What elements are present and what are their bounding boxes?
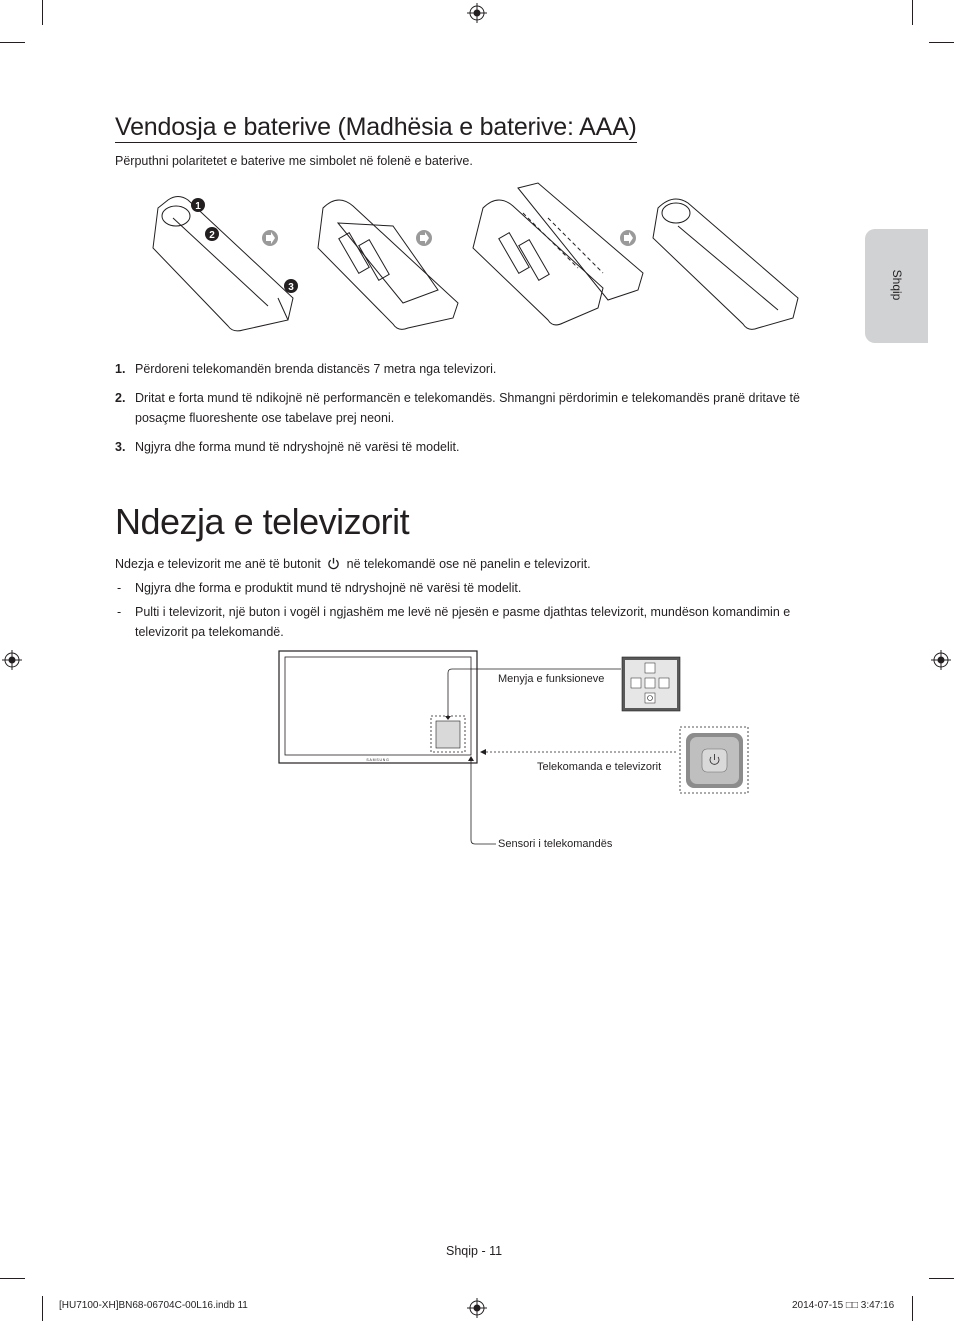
tv-controller-label: Telekomanda e televizorit [537,761,662,773]
next-arrow-icon [620,230,636,246]
step-badge-3 [284,279,298,293]
language-side-tab [865,229,928,343]
list-item: 3. Ngjyra dhe forma mund të ndryshojnë në varësi të modelit. [115,440,460,454]
registration-mark-icon [467,3,487,23]
remote-back-reassembled [653,199,798,329]
crop-mark [929,42,954,43]
crop-mark [912,1296,913,1321]
remote-back-closed [153,197,293,331]
svg-text:2: 2 [209,230,215,241]
next-arrow-icon [262,230,278,246]
remote-sensor-label: Sensori i telekomandës [498,838,613,850]
tv-brand-logo: SAMSUNG [366,758,390,762]
function-menu-label: Menyja e funksioneve [498,673,605,685]
page-number: Shqip - 11 [446,1244,503,1258]
crop-mark [42,0,43,25]
svg-text:1: 1 [195,201,201,212]
crop-mark [42,1296,43,1321]
svg-text:3: 3 [288,282,294,293]
language-side-tab-label: Shqip [889,269,904,301]
registration-mark-icon [467,1298,487,1318]
crop-mark [0,42,25,43]
battery-notes-list [115,359,825,466]
section-title-batteries: Vendosja e baterive (Madhësia e baterive: AAA) [115,113,637,141]
registration-mark-icon [2,650,22,670]
list-item: - Pulti i televizorit, një buton i vogël i ngjashëm me levë në pjesën e pasme djathtas televizorit, mundëson komandimin e televizorit pa telekomandë. [117,605,791,639]
next-arrow-icon [416,230,432,246]
list-item: 1. Përdoreni telekomandën brenda distancës 7 metra nga televizori. [115,362,497,376]
list-item: - Ngjyra dhe forma e produktit mund të ndryshojnë në varësi të modelit. [117,581,522,595]
power-on-intro: Ndezja e televizorit me anë të butonit në telekomandë ose në panelin e televizorit. [115,557,591,571]
battery-install-illustration [148,178,808,338]
remote-cover-lifted [473,183,643,325]
tv-controller-zone-fill [436,721,460,748]
crop-mark [929,1278,954,1279]
crop-mark [0,1278,25,1279]
step-badge-1 [191,198,205,212]
power-icon [327,557,340,570]
section-title-power-on: Ndezja e televizorit [115,501,410,542]
remote-back-open [318,200,458,329]
step-badge-2 [205,227,219,241]
print-file-info: [HU7100-XH]BN68-06704C-00L16.indb 11 [59,1300,248,1311]
power-on-notes-list [115,578,825,646]
tv-controller-joystick [680,727,748,793]
batteries-intro: Përputhni polaritetet e baterive me simbolet në folenë e baterive. [115,154,473,168]
crop-mark [912,0,913,25]
registration-mark-icon [931,650,951,670]
print-timestamp: 2014-07-15 □□ 3:47:16 [792,1300,895,1311]
function-menu-panel [622,657,680,711]
list-item: 2. Dritat e forta mund të ndikojnë në performancën e telekomandës. Shmangni përdorimin e telekomandës pranë dritave të posaçme fluoreshente ose tabelave prej neoni. [115,391,800,425]
